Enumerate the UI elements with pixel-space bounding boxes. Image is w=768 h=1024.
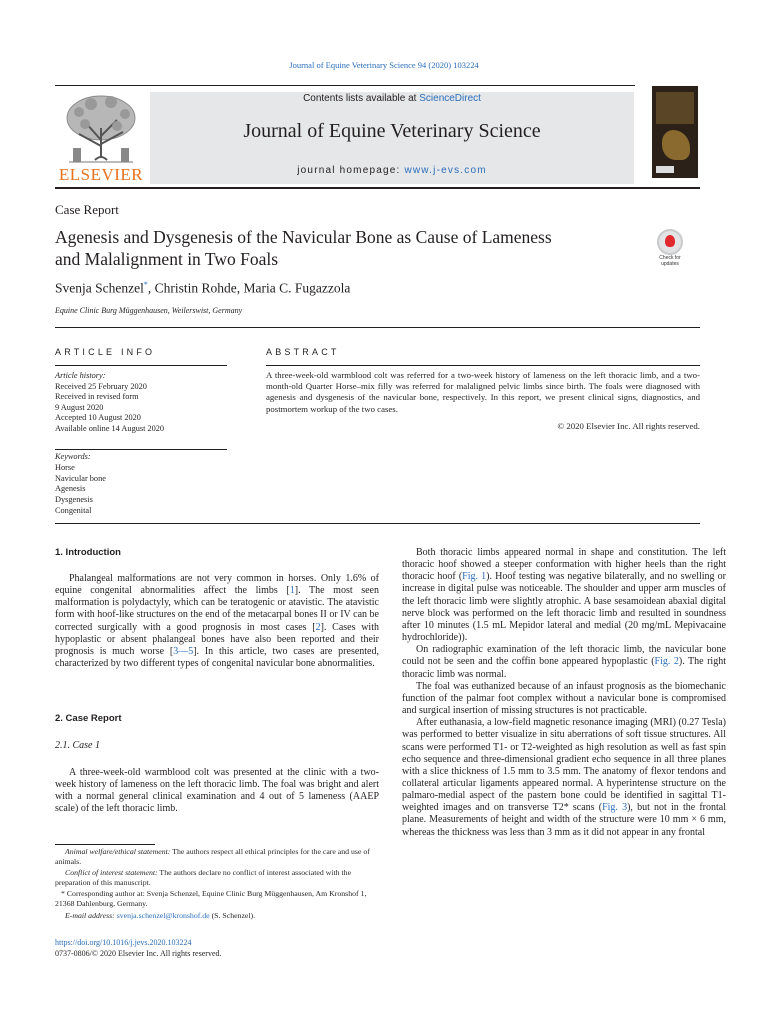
check-badge-line-1: Check for bbox=[659, 255, 681, 261]
text-run: ]. In this article, two cases are presented, characterized by two different types of congenital navicular bone abnormalities. bbox=[55, 645, 379, 670]
footnote-label: Conflict of interest statement: bbox=[65, 868, 158, 878]
paragraph bbox=[402, 717, 726, 839]
article-title bbox=[55, 226, 640, 270]
check-badge-line-2: updates bbox=[661, 260, 679, 267]
homepage-link[interactable]: www.j-evs.com bbox=[404, 165, 487, 176]
text-run: ), but not in the frontal plane. Measurements of height and width of the structure were 10 mm × 6 mm, whereas the thickness was less than 3 mm as it did not appear in any frontal bbox=[402, 802, 726, 838]
history-item: Received in revised form bbox=[55, 392, 139, 402]
footnote-label: Animal welfare/ethical statement: bbox=[65, 847, 171, 856]
article-history bbox=[55, 371, 227, 435]
section-heading-case-report: 2. Case Report bbox=[55, 713, 122, 724]
author-rest: , Christin Rohde, Maria C. Fugazzola bbox=[147, 280, 351, 296]
history-label: Article history: bbox=[55, 371, 106, 380]
footnote-text: The authors declare no conflict of interest associated with the preparation of this manuscript. bbox=[55, 868, 352, 887]
article-title-line-2: and Malalignment in Two Foals bbox=[55, 249, 279, 269]
article-title-line-1: Agenesis and Dysgenesis of the Navicular Bone as Cause of Lameness bbox=[55, 227, 552, 247]
author-list bbox=[55, 280, 350, 297]
keyword: Navicular bone bbox=[55, 473, 106, 483]
keywords-label: Keywords: bbox=[55, 452, 91, 461]
footnote-label: E-mail address: bbox=[65, 910, 115, 920]
doi-link[interactable]: https://doi.org/10.1016/j.jevs.2020.103224 bbox=[55, 938, 192, 947]
right-column-body bbox=[402, 547, 726, 839]
journal-homepage bbox=[150, 165, 634, 176]
text-run: ). Hoof testing was negative bilaterally, and no swelling or increase in digital pulse was noticeable. The shoulder and upper arm muscles of the left thoracic limb were slightly atrophic. A base sesamoidean abaxial digital nerve block was performed on the left thoracic limb and resulted in soundness after 10 minutes (1.5 mL Mepidor lateral and medial (20 mg/mL Mepivacaine hydrochloride)). bbox=[402, 571, 727, 644]
history-item: Accepted 10 August 2020 bbox=[55, 413, 141, 423]
journal-title: Journal of Equine Veterinary Science bbox=[243, 120, 541, 142]
keyword: Congenital bbox=[55, 505, 92, 515]
journal-citation-link[interactable]: Journal of Equine Veterinary Science 94 (2020) 103224 bbox=[289, 60, 479, 70]
keywords bbox=[55, 452, 227, 517]
footnote-text: (S. Schenzel). bbox=[209, 910, 256, 920]
keyword: Agenesis bbox=[55, 484, 86, 494]
figure-link[interactable]: Fig. 2 bbox=[654, 656, 679, 668]
sciencedirect-link[interactable]: ScienceDirect bbox=[419, 93, 481, 104]
abstract-copyright: © 2020 Elsevier Inc. All rights reserved. bbox=[557, 421, 700, 431]
introduction-body bbox=[55, 573, 379, 670]
footnote-email bbox=[55, 911, 379, 921]
text-run: After euthanasia, a low-field magnetic resonance imaging (MRI) (0.27 Tesla) was performed to better visualize in situ aberrations of soft tissue structures. All scans were performed T1- or T2-weighted as high resolution as well as fast spin echo sequence and three-dimensional gradient echo sequence in all three planes with a slice thickness of 1.5 mm to 3.5 mm. The anatomy of flexor tendons and collateral articular ligaments appeared normal. A hyperintense structure on the palmaro-medial aspect of the pastern bone could be identified in sagittal T1-weighted images and on transverse T2* scans ( bbox=[402, 717, 726, 814]
text-run: On radiographic examination of the left thoracic limb, the navicular bone could not be seen and the coffin bone appeared hypoplastic ( bbox=[402, 644, 726, 668]
abstract-text: A three-week-old warmblood colt was referred for a two-week history of lameness on the left thoracic limb, and a two-month-old Quarter Horse–mix filly was referred for malaligned pelvic limbs since birth. The foals were diagnosed with agenesis and dysgenesis of the navicular bone, respectively. In this report, we present clinical signs, diagnostics, and postmortem workup of the two cases. bbox=[266, 370, 700, 414]
case-1-body bbox=[55, 767, 379, 816]
author-first[interactable]: Svenja Schenzel bbox=[55, 280, 144, 296]
abstract-rule bbox=[266, 365, 700, 366]
keyword: Dysgenesis bbox=[55, 495, 93, 505]
homepage-prefix: journal homepage: bbox=[297, 165, 405, 176]
contents-prefix: Contents lists available at bbox=[303, 93, 420, 104]
journal-cover-thumbnail[interactable] bbox=[652, 86, 698, 178]
check-for-updates-label bbox=[651, 256, 689, 267]
paragraph: The foal was euthanized because of an infaust prognosis as the biomechanic function of the palmar foot complex without a navicular bone is compromised and surgical insertion of missing structures is not practicable. bbox=[402, 680, 726, 717]
article-type: Case Report bbox=[55, 202, 119, 217]
footnotes bbox=[55, 847, 379, 922]
email-link[interactable]: svenja.schenzel@kronshof.de bbox=[116, 910, 210, 920]
footnote-ethics bbox=[55, 847, 379, 866]
history-item: 9 August 2020 bbox=[55, 402, 104, 412]
history-item: Available online 14 August 2020 bbox=[55, 423, 165, 433]
cover-band bbox=[656, 92, 694, 124]
article-info-heading: ARTICLE INFO bbox=[55, 347, 156, 357]
reference-link[interactable]: 2 bbox=[315, 621, 321, 633]
keywords-rule bbox=[55, 449, 227, 450]
contents-availability bbox=[150, 93, 634, 104]
footnote-rule bbox=[55, 844, 155, 845]
masthead-top-rule bbox=[55, 85, 635, 86]
affiliation: Equine Clinic Burg Müggenhausen, Weilerswist, Germany bbox=[55, 306, 243, 315]
reference-link[interactable]: 3—5 bbox=[173, 645, 194, 657]
footnote-corresponding: * Corresponding author at: Svenja Schenzel, Equine Clinic Burg Müggenhausen, Am Kronshof 1, 21368 Dahlenburg, Germany. bbox=[55, 889, 367, 908]
elsevier-wordmark[interactable]: ELSEVIER bbox=[58, 165, 144, 184]
figure-link[interactable]: Fig. 1 bbox=[462, 571, 487, 583]
text-run: ]. Cases with hypoplastic or absent phalangeal bones have also been reported and their prognosis is much worse [ bbox=[55, 621, 379, 657]
reference-link[interactable]: 1 bbox=[289, 585, 295, 597]
paragraph bbox=[402, 644, 726, 680]
text-run: ]. The most seen malformation is polydactyly, which can be teratogenic or atavistic. The atavistic form with hoof-like structures on the end of the metacarpal bones II or IV can be corrected surgically with a good prognosis in most cases [ bbox=[55, 585, 379, 633]
section-heading-introduction: 1. Introduction bbox=[55, 547, 121, 558]
cover-tag bbox=[656, 166, 674, 173]
abstract-heading: ABSTRACT bbox=[266, 347, 340, 357]
check-for-updates-button[interactable] bbox=[651, 229, 689, 269]
paragraph bbox=[402, 547, 726, 644]
figure-link[interactable]: Fig. 3 bbox=[602, 802, 628, 814]
article-info-rule bbox=[55, 365, 227, 366]
paragraph: A three-week-old warmblood colt was presented at the clinic with a two-week history of lameness on the left thoracic limb. The foal was bright and alert with a normal general clinical examination and 4 out of 5 lameness (AAEP scale) of the left thoracic limb. bbox=[55, 767, 379, 815]
abstract-bottom-rule bbox=[55, 523, 700, 524]
keyword: Horse bbox=[55, 462, 75, 472]
footnote-coi bbox=[55, 868, 379, 887]
masthead-bottom-rule bbox=[55, 187, 700, 189]
text-run: Phalangeal malformations are not very common in horses. Only 1.6% of equine congenital abnormalities affect the limbs [ bbox=[55, 573, 379, 597]
cover-horse-image bbox=[662, 130, 690, 160]
check-for-updates-icon bbox=[657, 229, 683, 255]
issn-copyright: 0737-0806/© 2020 Elsevier Inc. All rights reserved. bbox=[55, 949, 222, 958]
footnote-text: The authors respect all ethical principles for the care and use of animals. bbox=[55, 847, 370, 866]
paragraph bbox=[55, 573, 379, 670]
history-item: Received 25 February 2020 bbox=[55, 381, 147, 391]
text-run: Both thoracic limbs appeared normal in shape and constitution. The left thoracic hoof showed a steeper conformation with higher heels than the right thoracic hoof ( bbox=[402, 547, 726, 583]
subsection-heading-case-1: 2.1. Case 1 bbox=[55, 740, 100, 751]
corresponding-author-mark[interactable]: * bbox=[143, 280, 148, 289]
affiliation-rule bbox=[55, 327, 700, 328]
text-run: ). The right thoracic limb was normal. bbox=[402, 656, 726, 680]
